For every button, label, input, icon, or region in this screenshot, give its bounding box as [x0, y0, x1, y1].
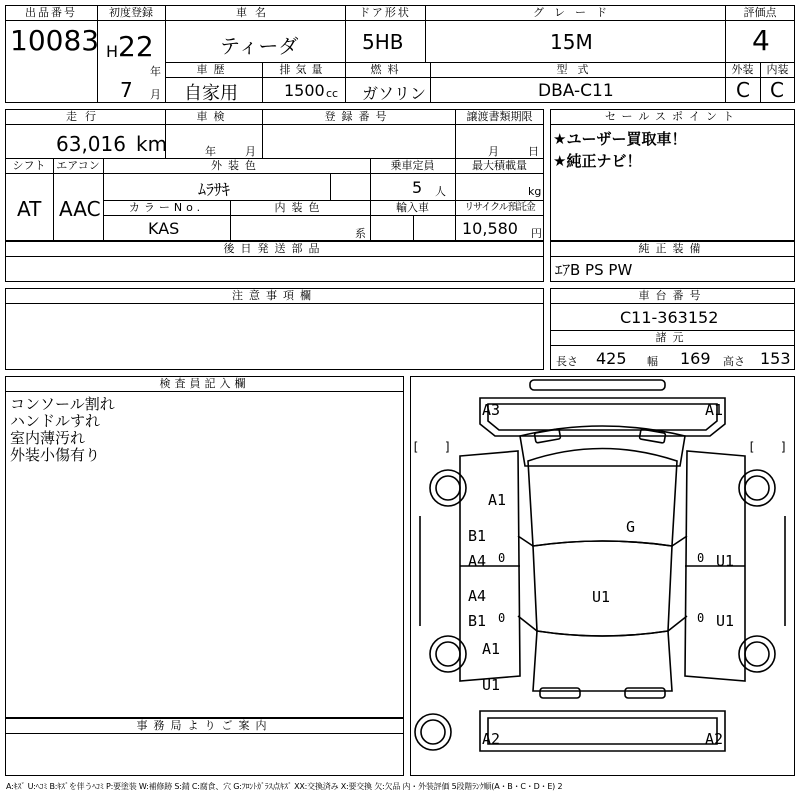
inspector-header: 検査員記入欄 [159, 377, 250, 390]
cabin-outline [528, 449, 677, 547]
inspector-note-4: 外装小傷有り [10, 446, 101, 464]
grade: 15M [550, 30, 593, 54]
color-number-header: カラーNo. [128, 201, 205, 214]
interior-color-unit: 系 [355, 227, 366, 240]
era: H [106, 42, 119, 61]
year-unit: 年 [150, 65, 161, 78]
exterior-color-header: 外装色 [211, 159, 262, 172]
damage-mark: 0 [697, 611, 705, 625]
width: 169 [680, 349, 711, 368]
inspection-year-unit: 年 [205, 145, 216, 158]
damage-mark: U1 [716, 612, 735, 630]
damage-mark: U1 [592, 588, 611, 606]
registration-year: 22 [118, 30, 154, 63]
rear-lamp-left [540, 688, 580, 698]
mileage: 63,016 [56, 132, 126, 156]
exterior-color: ﾑﾗｻｷ [198, 180, 231, 199]
inspection-month-unit: 月 [245, 145, 256, 158]
history: 自家用 [184, 83, 238, 104]
length: 425 [596, 349, 627, 368]
legend: A:ｷｽﾞ U:ﾍｺﾐ B:ｷｽﾞを伴うﾍｺﾐ P:要塗装 W:補修跡 S:錆 C:腐食、穴 G:ﾌﾛﾝﾄｶﾞﾗｽ点ｷｽﾞ XX:交換済み X:要交換 欠:欠品 内・外装評価 5段階ﾗﾝｸ順(A・B・C・D・E) 2 [6, 782, 563, 791]
displacement-unit: cc [326, 87, 339, 100]
history-header: 車歴 [196, 63, 231, 76]
seats-unit: 人 [435, 185, 446, 198]
damage-mark: U1 [482, 676, 501, 694]
bracket-mark: ] [780, 440, 788, 454]
interior-grade: C [770, 78, 784, 102]
registration-number-header: 登録番号 [324, 110, 393, 123]
car-name: ティーダ [220, 34, 299, 58]
inspector-note-2: ハンドルすれ [10, 412, 101, 430]
damage-mark: 0 [498, 551, 506, 565]
damage-mark: B1 [468, 527, 487, 545]
damage-mark: A1 [488, 491, 507, 509]
sales-point-1: ★ユーザー買取車！ [553, 130, 687, 148]
damage-mark: A2 [482, 730, 501, 748]
inspector-note-3: 室内薄汚れ [10, 429, 86, 447]
damage-mark: B1 [468, 612, 487, 630]
damage-mark: A1 [705, 401, 724, 419]
month-unit: 月 [150, 88, 161, 101]
lot-number-header: 出品番号 [25, 6, 77, 19]
office-header: 事務局よりご案内 [136, 719, 273, 732]
door-type: 5HB [362, 30, 404, 54]
transfer-month-unit: 月 [488, 145, 499, 158]
exterior-grade: C [736, 78, 750, 102]
interior-color-header: 内装色 [274, 201, 326, 214]
model-code: DBA-C11 [538, 81, 614, 101]
recycle-deposit-unit: 円 [531, 227, 542, 240]
mileage-header: 走行 [66, 110, 104, 123]
mileage-unit: km [136, 132, 168, 156]
bracket-mark: ] [444, 440, 452, 454]
later-parts-header: 後日発送部品 [223, 242, 326, 255]
damage-mark: A4 [468, 587, 487, 605]
max-load-unit: kg [528, 185, 542, 198]
chassis-number: C11-363152 [620, 308, 719, 327]
import-header: 輸入車 [396, 201, 429, 214]
bracket-mark: [ [748, 440, 756, 454]
sales-point-header: セールスポイント [604, 110, 740, 123]
damage-mark: 0 [498, 611, 506, 625]
model-header: 型式 [556, 63, 599, 76]
roof-spoiler-outline [530, 380, 665, 390]
damage-mark: A4 [468, 552, 487, 570]
ac-header: エアコン [56, 159, 100, 172]
seats-header: 乗車定員 [390, 159, 435, 172]
height: 153 [760, 349, 791, 368]
inspector-note-1: コンソール割れ [10, 395, 115, 413]
air-conditioner: AAC [59, 197, 101, 221]
color-number: KAS [148, 219, 180, 238]
sales-point-2: ★純正ナビ！ [553, 152, 642, 170]
width-label: 幅 [647, 355, 658, 368]
damage-mark: A2 [705, 730, 724, 748]
fuel-header: 燃料 [370, 63, 405, 76]
car-name-header: 車名 [236, 6, 274, 19]
equipment-header: 純正装備 [638, 242, 707, 255]
transfer-deadline-header: 譲渡書類期限 [466, 110, 533, 123]
car-body-diagram [410, 376, 795, 776]
recycle-deposit-header: リサイクル預託金 [464, 202, 535, 213]
damage-mark: 0 [697, 551, 705, 565]
registration-month: 7 [120, 78, 133, 102]
displacement: 1500 [284, 81, 325, 100]
height-label: 高さ [723, 355, 745, 368]
dimensions-header: 諸元 [655, 331, 690, 344]
grade-header: グレード [533, 6, 617, 19]
length-label: 長さ [556, 355, 578, 368]
rear-lamp-right [625, 688, 665, 698]
transfer-day-unit: 日 [528, 145, 539, 158]
recycle-deposit: 10,580 [462, 219, 518, 238]
shift-header: シフト [12, 159, 46, 172]
seats: 5 [412, 178, 423, 197]
chassis-header: 車台番号 [638, 289, 707, 302]
score-header: 評価点 [743, 6, 777, 19]
score: 4 [752, 24, 770, 57]
shift: AT [17, 197, 42, 221]
rear-outline [533, 631, 672, 691]
damage-mark: G [626, 518, 636, 536]
max-load-header: 最大積載量 [472, 159, 527, 172]
door-header: ドア形状 [359, 6, 411, 19]
inspection-header: 車検 [196, 110, 231, 123]
displacement-header: 排気量 [279, 63, 328, 76]
lot-number: 10083 [10, 24, 100, 57]
sales-point-box [550, 109, 795, 241]
bracket-mark: [ [412, 440, 420, 454]
notes-header: 注意事項欄 [232, 289, 317, 302]
equipment: ｴｱB PS PW [555, 261, 633, 279]
first-registration-header: 初度登録 [109, 6, 153, 19]
exterior-header: 外装 [731, 63, 754, 76]
fuel: ガソリン [362, 84, 427, 103]
damage-mark: A3 [482, 401, 501, 419]
damage-mark: U1 [716, 552, 735, 570]
damage-mark: A1 [482, 640, 501, 658]
interior-header: 内装 [766, 63, 789, 76]
rear-bumper-outline [480, 711, 725, 751]
